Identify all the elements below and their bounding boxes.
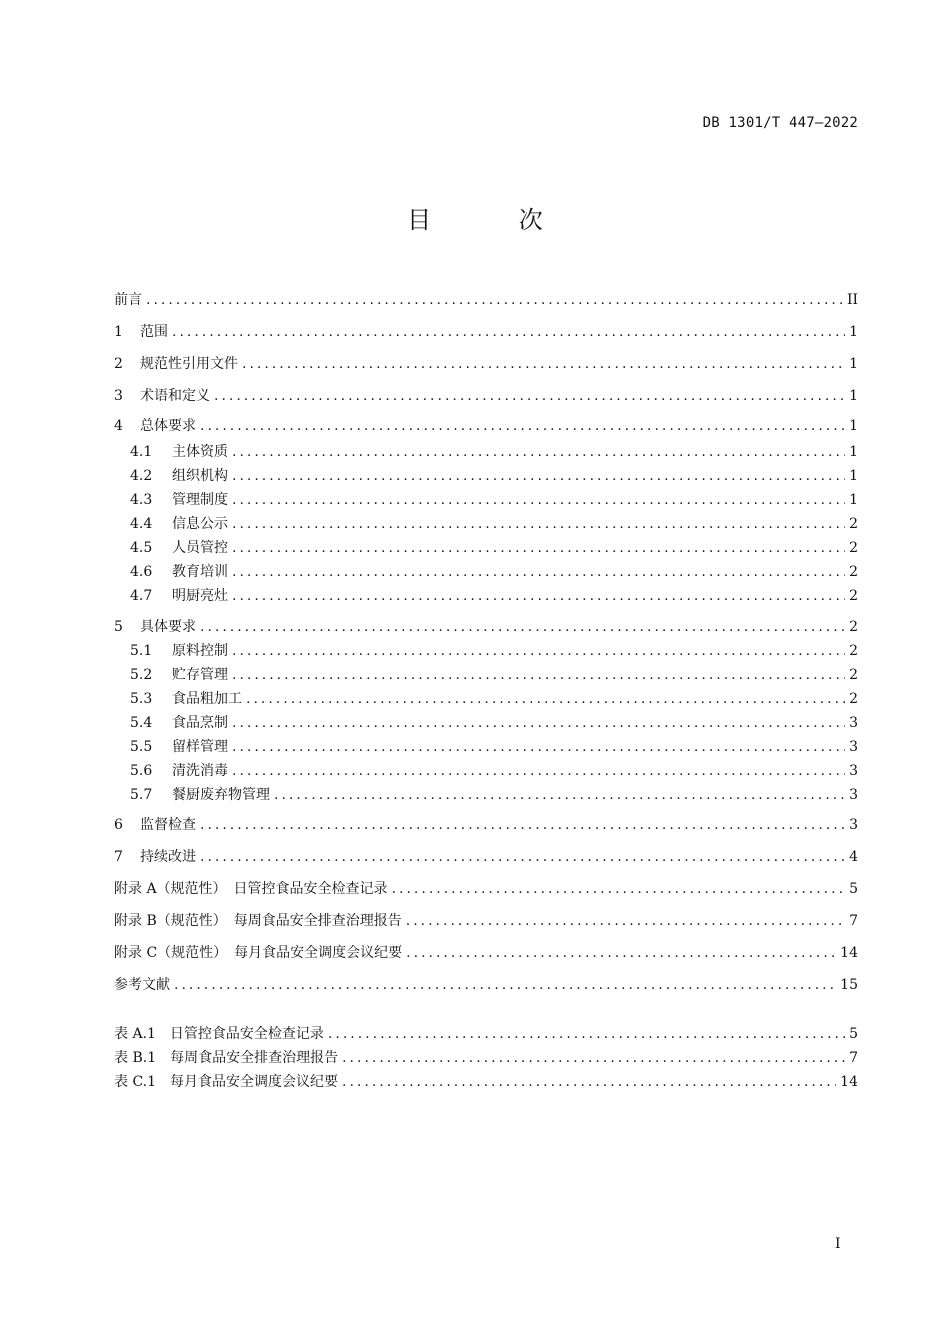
- toc-entry-number: 5: [114, 619, 123, 635]
- toc-entry-page: 1: [849, 444, 858, 460]
- toc-entry-number: 4.6: [130, 564, 153, 580]
- toc-entry-page: 3: [849, 715, 858, 731]
- toc-leader-dots: [200, 815, 845, 835]
- toc-entry-page: 14: [840, 1074, 858, 1090]
- toc-leader-dots: [232, 713, 845, 733]
- toc-leader-dots: [174, 975, 836, 995]
- toc-entry-title: 主体资质: [172, 444, 228, 460]
- toc-entry-page: 2: [849, 516, 858, 532]
- toc-leader-dots: [232, 761, 845, 781]
- toc-leader-dots: [200, 416, 845, 436]
- toc-entry-5-6[interactable]: [130, 761, 858, 781]
- toc-entry-title: 表 A.1 日管控食品安全检查记录: [114, 1026, 324, 1042]
- toc-entry-number: 4.1: [130, 444, 153, 460]
- toc-entry-number: 2: [114, 356, 123, 372]
- toc-entry-2[interactable]: [114, 354, 858, 374]
- toc-leader-dots: [232, 737, 845, 757]
- toc-entry-page: 2: [849, 540, 858, 556]
- page-number: I: [835, 1236, 841, 1252]
- toc-entry-number: 4.5: [130, 540, 153, 556]
- toc-entry-number: 7: [114, 849, 123, 865]
- toc-entry-title: 信息公示: [172, 516, 228, 532]
- toc-entry-page: 3: [849, 787, 858, 803]
- toc-leader-dots: [328, 1024, 845, 1044]
- toc-entry-title: 附录 A（规范性） 日管控食品安全检查记录: [114, 881, 388, 897]
- toc-entry-number: 5.3: [130, 691, 153, 707]
- toc-leader-dots: [232, 538, 845, 558]
- toc-leader-dots: [232, 490, 845, 510]
- toc-entry-5-2[interactable]: [130, 665, 858, 685]
- toc-leader-dots: [232, 562, 845, 582]
- document-code: DB 1301/T 447—2022: [702, 115, 858, 131]
- toc-entry-appendix-c[interactable]: [114, 943, 858, 963]
- toc-leader-dots: [232, 586, 845, 606]
- toc-entry-number: 5.1: [130, 643, 153, 659]
- toc-entry-title: 贮存管理: [172, 667, 228, 683]
- toc-leader-dots: [406, 943, 836, 963]
- toc-leader-dots: [200, 617, 845, 637]
- toc-entry-title: 持续改进: [140, 849, 196, 865]
- toc-entry-number: 5.7: [130, 787, 153, 803]
- toc-entry-number: 5.4: [130, 715, 153, 731]
- toc-leader-dots: [246, 689, 845, 709]
- toc-entry-title: 表 B.1 每周食品安全排查治理报告: [114, 1050, 339, 1066]
- toc-entry-1[interactable]: [114, 322, 858, 342]
- toc-entry-6[interactable]: [114, 815, 858, 835]
- toc-entry-title: 术语和定义: [140, 388, 210, 404]
- toc-entry-page: 3: [849, 739, 858, 755]
- toc-entry-page: 2: [849, 619, 858, 635]
- toc-entry-4-6[interactable]: [130, 562, 858, 582]
- toc-entry-page: 2: [849, 667, 858, 683]
- toc-entry-title: 食品粗加工: [172, 691, 242, 707]
- toc-entry-title: 食品烹制: [172, 715, 228, 731]
- toc-leader-dots: [342, 1048, 845, 1068]
- toc-entry-title: 原料控制: [172, 643, 228, 659]
- toc-entry-appendix-b[interactable]: [114, 911, 858, 931]
- toc-entry-4-1[interactable]: [130, 442, 858, 462]
- toc-leader-dots: [200, 847, 845, 867]
- toc-entry-page: 3: [849, 763, 858, 779]
- toc-entry-table-c1[interactable]: [114, 1072, 858, 1092]
- toc-leader-dots: [242, 354, 845, 374]
- toc-entry-page: 5: [849, 881, 858, 897]
- toc-leader-dots: [406, 911, 845, 931]
- toc-entry-4-4[interactable]: [130, 514, 858, 534]
- toc-entry-3[interactable]: [114, 386, 858, 406]
- toc-leader-dots: [172, 322, 845, 342]
- toc-entry-page: 1: [849, 356, 858, 372]
- toc-entry-title: 组织机构: [172, 468, 228, 484]
- toc-entry-number: 4.7: [130, 588, 153, 604]
- toc-entry-page: 1: [849, 468, 858, 484]
- toc-entry-page: 2: [849, 588, 858, 604]
- toc-entry-number: 5.6: [130, 763, 153, 779]
- toc-leader-dots: [146, 290, 843, 310]
- toc-entry-title: 前言: [114, 292, 142, 308]
- toc-entry-title: 附录 C（规范性） 每月食品安全调度会议纪要: [114, 945, 403, 961]
- toc-entry-page: 5: [849, 1026, 858, 1042]
- toc-entry-number: 4.4: [130, 516, 153, 532]
- toc-entry-page: 1: [849, 324, 858, 340]
- toc-entry-number: 3: [114, 388, 123, 404]
- toc-entry-page: 1: [849, 492, 858, 508]
- toc-entry-title: 规范性引用文件: [140, 356, 238, 372]
- toc-entry-table-b1[interactable]: [114, 1048, 858, 1068]
- toc-entry-page: 7: [849, 913, 858, 929]
- toc-entry-number: 6: [114, 817, 123, 833]
- toc-entry-5-7[interactable]: [130, 785, 858, 805]
- toc-entry-title: 参考文献: [114, 977, 170, 993]
- toc-leader-dots: [232, 466, 845, 486]
- toc-entry-title: 监督检查: [140, 817, 196, 833]
- toc-entry-title: 清洗消毒: [172, 763, 228, 779]
- toc-entry-references[interactable]: [114, 975, 858, 995]
- toc-entry-5-3[interactable]: [130, 689, 858, 709]
- toc-entry-title: 总体要求: [140, 418, 196, 434]
- toc-entry-5-4[interactable]: [130, 713, 858, 733]
- toc-entry-page: 15: [840, 977, 858, 993]
- toc-entry-appendix-a[interactable]: [114, 879, 858, 899]
- toc-leader-dots: [232, 641, 845, 661]
- toc-entry-title: 明厨亮灶: [172, 588, 228, 604]
- toc-entry-4[interactable]: [114, 416, 858, 436]
- toc-entry-page: 4: [849, 849, 858, 865]
- toc-entry-4-2[interactable]: [130, 466, 858, 486]
- toc-entry-title: 餐厨废弃物管理: [172, 787, 270, 803]
- toc-leader-dots: [214, 386, 845, 406]
- toc-entry-title: 表 C.1 每月食品安全调度会议纪要: [114, 1074, 339, 1090]
- toc-entry-4-3[interactable]: [130, 490, 858, 510]
- toc-entry-page: II: [846, 292, 858, 308]
- page-title: 目 次: [407, 206, 583, 234]
- toc-entry-page: 1: [849, 388, 858, 404]
- toc-entry-title: 留样管理: [172, 739, 228, 755]
- toc-entry-number: 4.2: [130, 468, 153, 484]
- toc-entry-page: 2: [849, 643, 858, 659]
- toc-entry-number: 5.5: [130, 739, 153, 755]
- toc-entry-page: 2: [849, 564, 858, 580]
- toc-entry-4-5[interactable]: [130, 538, 858, 558]
- toc-entry-number: 4: [114, 418, 123, 434]
- toc-leader-dots: [232, 514, 845, 534]
- toc-leader-dots: [232, 442, 845, 462]
- toc-entry-page: 14: [840, 945, 858, 961]
- toc-entry-title: 教育培训: [172, 564, 228, 580]
- toc-entry-title: 范围: [140, 324, 168, 340]
- toc-entry-page: 7: [849, 1050, 858, 1066]
- toc-leader-dots: [342, 1072, 836, 1092]
- toc-entry-7[interactable]: [114, 847, 858, 867]
- toc-entry-5-5[interactable]: [130, 737, 858, 757]
- toc-leader-dots: [274, 785, 845, 805]
- toc-leader-dots: [232, 665, 845, 685]
- toc-entry-5-1[interactable]: [130, 641, 858, 661]
- toc-leader-dots: [392, 879, 846, 899]
- toc-entry-5[interactable]: [114, 617, 858, 637]
- toc-entry-title: 管理制度: [172, 492, 228, 508]
- toc-entry-page: 3: [849, 817, 858, 833]
- toc-entry-number: 5.2: [130, 667, 153, 683]
- toc-entry-table-a1[interactable]: [114, 1024, 858, 1044]
- toc-entry-number: 4.3: [130, 492, 153, 508]
- toc-entry-number: 1: [114, 324, 123, 340]
- toc-entry-4-7[interactable]: [130, 586, 858, 606]
- toc-entry-page: 2: [849, 691, 858, 707]
- toc-entry-foreword[interactable]: [114, 290, 858, 310]
- toc-entry-title: 人员管控: [172, 540, 228, 556]
- toc-entry-title: 附录 B（规范性） 每周食品安全排查治理报告: [114, 913, 402, 929]
- toc-entry-title: 具体要求: [140, 619, 196, 635]
- toc-entry-page: 1: [849, 418, 858, 434]
